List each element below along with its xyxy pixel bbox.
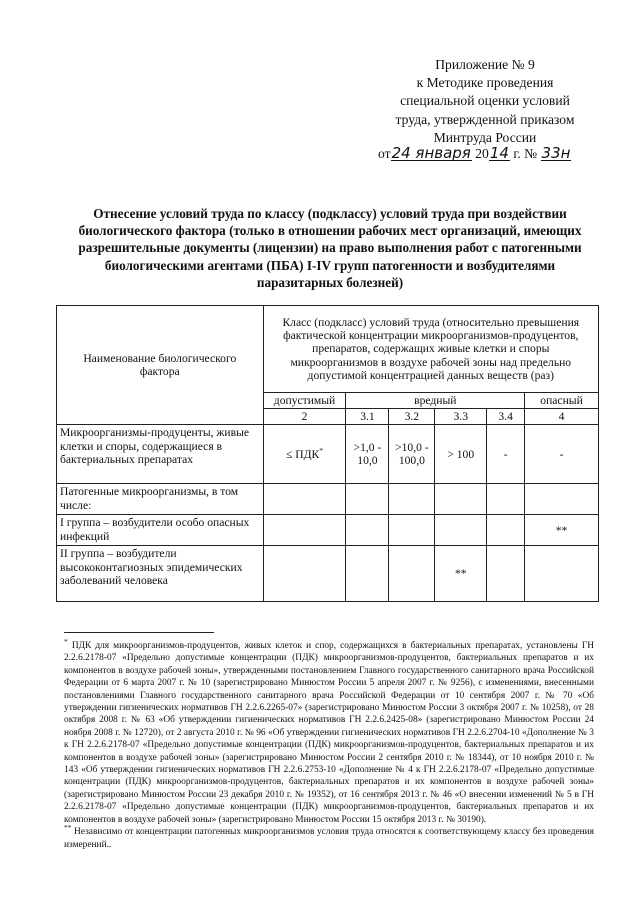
- appendix-line: специальной оценки условий: [400, 93, 570, 109]
- cell-class-2: [263, 484, 346, 515]
- table-row: [57, 484, 599, 515]
- table-row: [57, 425, 599, 484]
- cell-class-3-1: >1,0 - 10,0: [346, 425, 389, 484]
- cell-class-2-value: ≤ ПДК: [286, 447, 320, 461]
- factor-name: I группа – возбудители особо опасных инфекций: [57, 515, 264, 546]
- footnote-text: Независимо от концентрации патогенных микроорганизмов условия труда относятся к соответствующему классу без проведения измерений..: [64, 827, 594, 850]
- order-prefix: от: [378, 146, 391, 161]
- order-number-handwritten: 33н: [541, 144, 571, 162]
- table-row: [57, 546, 599, 602]
- cell-class-3-1: [346, 484, 389, 515]
- subclass-3-2: 3.2: [389, 409, 435, 425]
- cell-class-3-3: [435, 515, 487, 546]
- footnote-2: [64, 822, 594, 851]
- appendix-line: труда, утвержденной приказом: [395, 111, 575, 127]
- footnote-mark: **: [64, 822, 72, 832]
- appendix-header: [370, 56, 600, 147]
- subclass-3-1: 3.1: [346, 409, 389, 425]
- cell-class-3-1: [346, 515, 389, 546]
- cell-class-3-4: [487, 546, 525, 602]
- group-harmful: вредный: [346, 393, 525, 409]
- footnote-mark: *: [64, 636, 68, 646]
- order-year-prefix: 20: [475, 146, 489, 161]
- cell-class-4: **: [525, 515, 599, 546]
- cell-class-3-4: -: [487, 425, 525, 484]
- order-number-label: г. №: [509, 146, 538, 161]
- cell-class-3-2: [389, 546, 435, 602]
- cell-class-2: [263, 515, 346, 546]
- footnote-1: [64, 636, 595, 826]
- order-reference: [378, 146, 571, 162]
- classification-table: [56, 305, 599, 602]
- footnote-ref: *: [319, 445, 324, 455]
- factor-name: Патогенные микроорганизмы, в том числе:: [57, 484, 264, 515]
- cell-class-2: [263, 546, 346, 602]
- cell-class-3-3: > 100: [435, 425, 487, 484]
- cell-class-3-2: [389, 515, 435, 546]
- cell-class-3-4: [487, 484, 525, 515]
- footnote-text: ПДК для микроорганизмов-продуцентов, живых клеток и спор, содержащихся в бактериальных препаратах, установлены ГН 2.2.6.2178-07 «Предельно допустимые концентрации (ПДК) микроорганизмов-продуцентов, бактериальных препаратов и их компонентов в воздухе рабочей зоны», утвержденными постановлением Главного государственного санитарного врача Российской Федерации от 6 марта 2007 г. № 10 (зарегистрировано Минюстом России 5 апреля 2007 г. № 9256), с изменениями, внесенными постановлениями Главного государственного санитарного врача Российской Федерации от 10 сентября 2007 г. № 70 «Об утверждении гигиенических нормативов ГН 2.2.6.2265-07» (зарегистрировано Минюстом России 3 октября 2007 г. № 10258), от 28 октября 2008 г. № 63 «Об утверждении гигиенических нормативов ГН 2.2.6.2425-08» (зарегистрировано Минюстом России 24 ноября 2008 г. № 12720), от 2 августа 2010 г. № 96 «Об утверждении гигиенических нормативов ГН 2.2.6.2704-10 «Дополнение № 3 к ГН 2.2.6.2178-07 «Предельно допустимые концентрации (ПДК) микроорганизмов-продуцентов, бактериальных препаратов и их компонентов в воздухе рабочей зоны» (зарегистрировано Минюстом России 2 сентября 2010 г. № 18344), от 10 ноября 2010 г. № 143 «Об утверждении гигиенических нормативов ГН 2.2.6.2753-10 «Дополнение № 4 к ГН 2.2.6.2178-07 «Предельно допустимые концентрации (ПДК) микроорганизмов-продуцентов, бактериальных препаратов и их компонентов в воздухе рабочей зоны» (зарегистрировано Минюстом России 23 декабря 2010 г. № 19352), от 16 сентября 2013 г. № 46 «О внесении изменений № 5 в ГН 2.2.6.2178-07 «Предельно допустимые концентрации (ПДК) микроорганизмов-продуцентов, бактериальных препаратов и их компонентов в воздухе рабочей зоны» (зарегистрировано Минюстом России 15 октября 2013 г. № 30190).: [64, 641, 595, 825]
- footnotes: [64, 636, 595, 851]
- order-year-handwritten: 14: [489, 144, 509, 162]
- document-title: Отнесение условий труда по классу (подклассу) условий труда при воздействии биологического фактора (только в отношении рабочих мест организаций, имеющих разрешительные документы (лицензии) на право выполнения работ с патогенными биологическими агентами (ПБА) I-IV групп патогенности и возбудителями паразитарных болезней): [78, 206, 582, 290]
- cell-class-4: [525, 546, 599, 602]
- subclass-4: 4: [525, 409, 599, 425]
- cell-class-2: [263, 425, 346, 484]
- appendix-line: Минтруда России: [433, 129, 537, 145]
- cell-class-4: -: [525, 425, 599, 484]
- cell-class-3-1: [346, 546, 389, 602]
- footnote-divider: [64, 632, 214, 633]
- appendix-line: Приложение № 9: [435, 57, 535, 72]
- table-row: [57, 515, 599, 546]
- subclass-3-3: 3.3: [435, 409, 487, 425]
- cell-class-3-2: [389, 484, 435, 515]
- appendix-line: к Методике проведения: [416, 75, 554, 91]
- group-dangerous: опасный: [525, 393, 599, 409]
- subclass-3-4: 3.4: [487, 409, 525, 425]
- subclass-2: 2: [263, 409, 346, 425]
- factor-header: Наименование биологического фактора: [57, 306, 264, 425]
- cell-class-3-2: >10,0 - 100,0: [389, 425, 435, 484]
- cell-class-4: [525, 484, 599, 515]
- factor-name: Микроорганизмы-продуценты, живые клетки и споры, содержащиеся в бактериальных препаратах: [57, 425, 264, 484]
- cell-class-3-3: [435, 484, 487, 515]
- group-acceptable: допустимый: [263, 393, 346, 409]
- cell-class-3-3: **: [435, 546, 487, 602]
- cell-class-3-4: [487, 515, 525, 546]
- table-header-row: [57, 306, 599, 393]
- factor-name: II группа – возбудители высококонтагиозных эпидемических заболеваний человека: [57, 546, 264, 602]
- class-header: Класс (подкласс) условий труда (относительно превышения фактической концентрации микроорганизмов-продуцентов, препаратов, содержащих живые клетки и споры микроорганизмов в воздухе рабочей зоны над предельно допустимой концентрацией данных веществ (раз): [263, 306, 598, 393]
- order-date-handwritten: 24 января: [391, 144, 471, 162]
